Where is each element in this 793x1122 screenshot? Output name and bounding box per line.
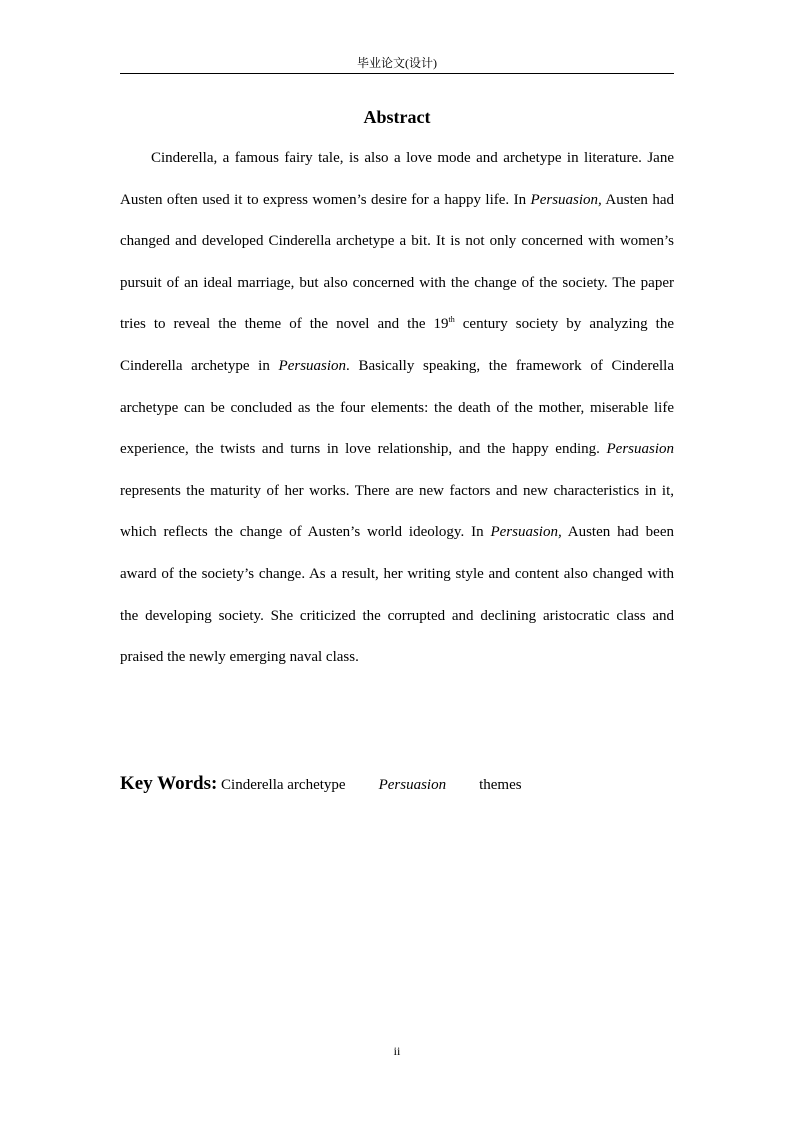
abstract-body xyxy=(120,138,674,679)
running-header: 毕业论文(设计) xyxy=(357,56,437,70)
keyword-term: Persuasion xyxy=(378,777,447,793)
abstract-title: Abstract xyxy=(363,107,431,127)
keywords-label: Key Words: xyxy=(120,773,218,794)
abstract-italic-title: Persuasion, xyxy=(490,524,562,541)
abstract-text: Cinderella, a famous fairy tale, is also a love mode and archetype in literature. Jane Austen often used it to express women’s desire for a happy life. In xyxy=(120,150,674,208)
abstract-text: Austen had been award of the society’s change. As a result, her writing style and content also changed with the developing society. She criticized the corrupted and declining aristocratic class and praised the newly emerging naval class. xyxy=(120,524,674,666)
header-rule xyxy=(120,73,674,74)
keyword-term: Cinderella archetype xyxy=(221,777,346,793)
abstract-text: . Basically speaking, the framework of Cinderella archetype can be concluded as the four elements: the death of the mother, miserable life experience, the twists and turns in love relationship, and the happy ending. xyxy=(120,357,674,458)
abstract-italic-title: Persuasion, xyxy=(530,191,602,208)
abstract-text: represents the maturity of her works. There are new factors and new characteristics in it, which reflects the change of Austen’s world ideology. In xyxy=(120,482,674,541)
abstract-text: Austen had changed and developed Cinderella archetype a bit. It is not only concerned with women’s pursuit of an ideal marriage, but also concerned with the change of the society. The paper tries to reveal the theme of the novel and the 19 xyxy=(120,191,674,333)
abstract-italic-title: Persuasion xyxy=(606,441,674,458)
ordinal-superscript: th xyxy=(448,315,455,325)
keyword-term: themes xyxy=(479,777,522,793)
page-number: ii xyxy=(393,1044,401,1058)
abstract-italic-title: Persuasion xyxy=(278,357,347,374)
keywords-line xyxy=(120,770,674,799)
abstract-text: century society by analyzing the Cinderella archetype in xyxy=(120,316,674,374)
